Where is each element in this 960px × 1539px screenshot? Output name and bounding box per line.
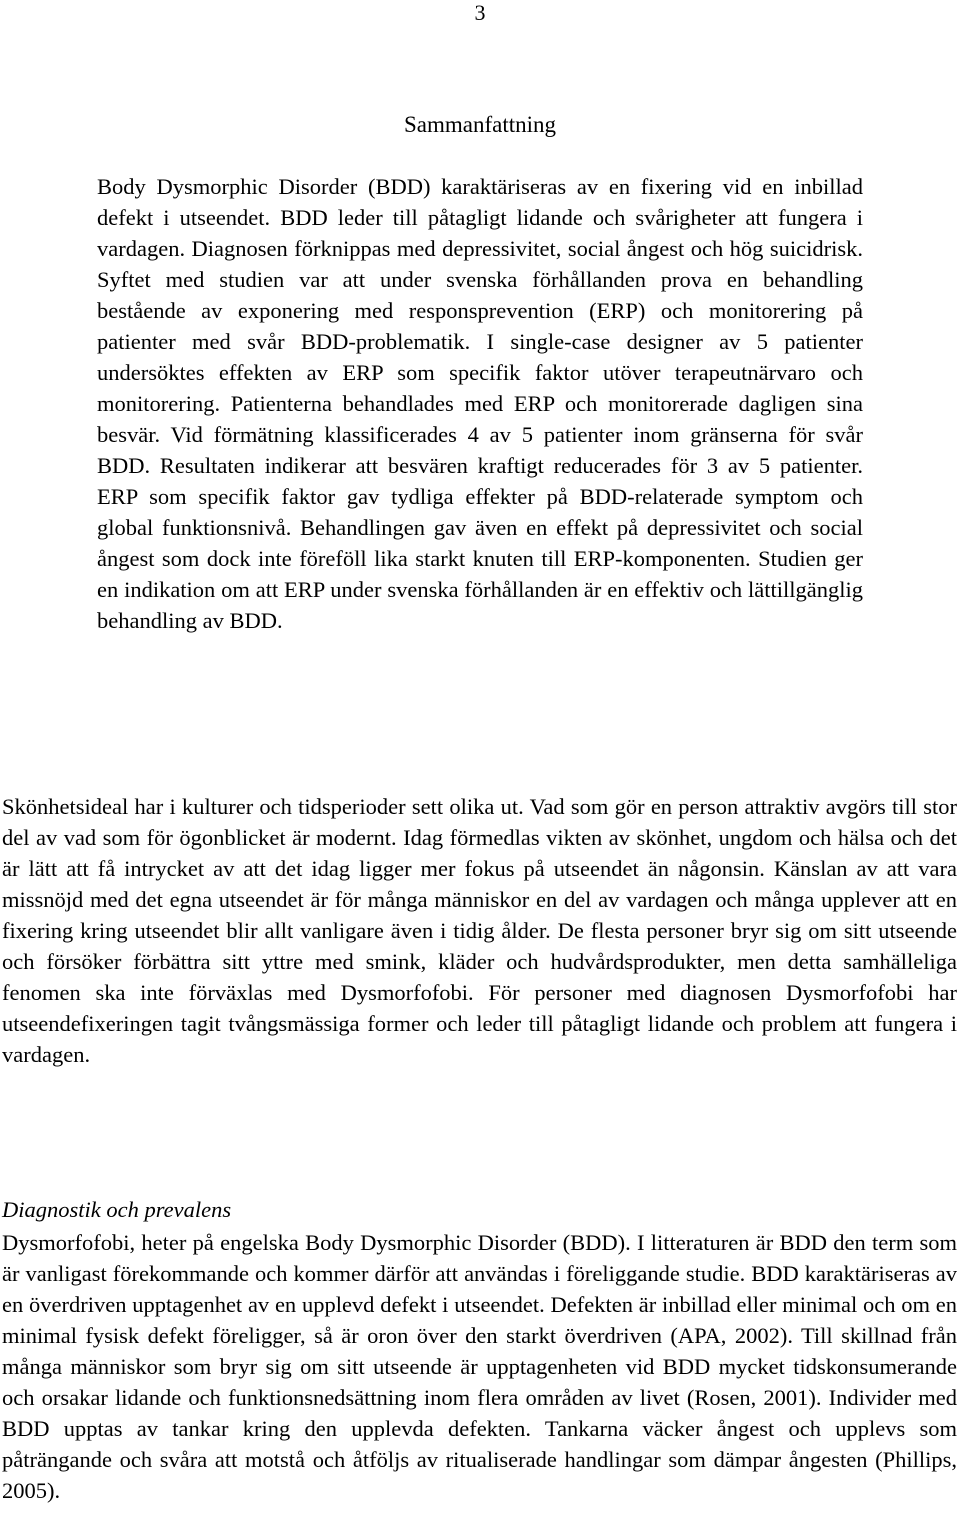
section-paragraph: Dysmorfofobi, heter på engelska Body Dysmorphic Disorder (BDD). I litteraturen är BDD den term som är vanligast förekommande och kommer därför att användas i föreliggande studie. BDD karaktäriseras av en överdriven upptagenhet av en upplevd defekt i utseendet. Defekten är inbillad eller minimal och om en minimal fysisk defekt föreligger, så är oron över den starkt överdriven (APA, 2002). Till skillnad från många människor som bryr sig om sitt utseende är upptagenheten vid BDD mycket tidskonsumerande och orsakar lidande och funktionsnedsättning inom flera områden av livet (Rosen, 2001). Individer med BDD upptas av tankar kring den upplevda defekten. Tankarna väcker ångest och upplevs som påträngande och svåra att motstå och åtföljs av ritualiserade handlingar som dämpar ångesten (Phillips, 2005).: [2, 1230, 957, 1503]
abstract-body: Body Dysmorphic Disorder (BDD) karaktäriseras av en fixering vid en inbillad defekt i utseendet. BDD leder till påtagligt lidande och svårigheter att fungera i vardagen. Diagnosen förknippas med depressivitet, social ångest och hög suicidrisk. Syftet med studien var att under svenska förhållanden prova en behandling bestående av exponering med responsprevention (ERP) och monitorering på patienter med svår BDD-problematik. I single-case designer av 5 patienter undersöktes effekten av ERP som specifik faktor utöver terapeutnärvaro och monitorering. Patienterna behandlades med ERP och monitorerade dagligen sina besvär. Vid förmätning klassificerades 4 av 5 patienter inom gränserna för svår BDD. Resultaten indikerar att besvären kraftigt reducerades för 3 av 5 patienter. ERP som specifik faktor gav tydliga effekter på BDD-relaterade symptom och global funktionsnivå. Behandlingen gav även en effekt på depressivitet och social ångest som dock inte föreföll lika starkt knuten till ERP-komponenten. Studien ger en indikation om att ERP under svenska förhållanden är en effektiv och lättillgänglig behandling av BDD.: [97, 174, 863, 633]
intro-paragraph: Skönhetsideal har i kulturer och tidsperioder sett olika ut. Vad som gör en person attraktiv avgörs till stor del av vad som för ögonblicket är modernt. Idag förmedlas vikten av skönhet, ungdom och hälsa och det är lätt att få intrycket av att det idag ligger mer fokus på utseendet än någonsin. Känslan av att vara missnöjd med det egna utseendet är för många människor en del av vardagen och många upplever att en fixering kring utseendet blir allt vanligare även i tidig ålder. De flesta personer bryr sig om sitt utseende och försöker förbättra sitt yttre med smink, kläder och hudvårdsprodukter, men detta samhälleliga fenomen ska inte förväxlas med Dysmorfofobi. För personer med diagnosen Dysmorfofobi har utseendefixeringen tagit tvångsmässiga former och leder till påtagligt lidande och problem att fungera i vardagen.: [2, 794, 957, 1067]
page-number: 3: [474, 0, 486, 25]
abstract-title: Sammanfattning: [403, 112, 557, 137]
section-heading: Diagnostik och prevalens: [2, 1197, 232, 1222]
